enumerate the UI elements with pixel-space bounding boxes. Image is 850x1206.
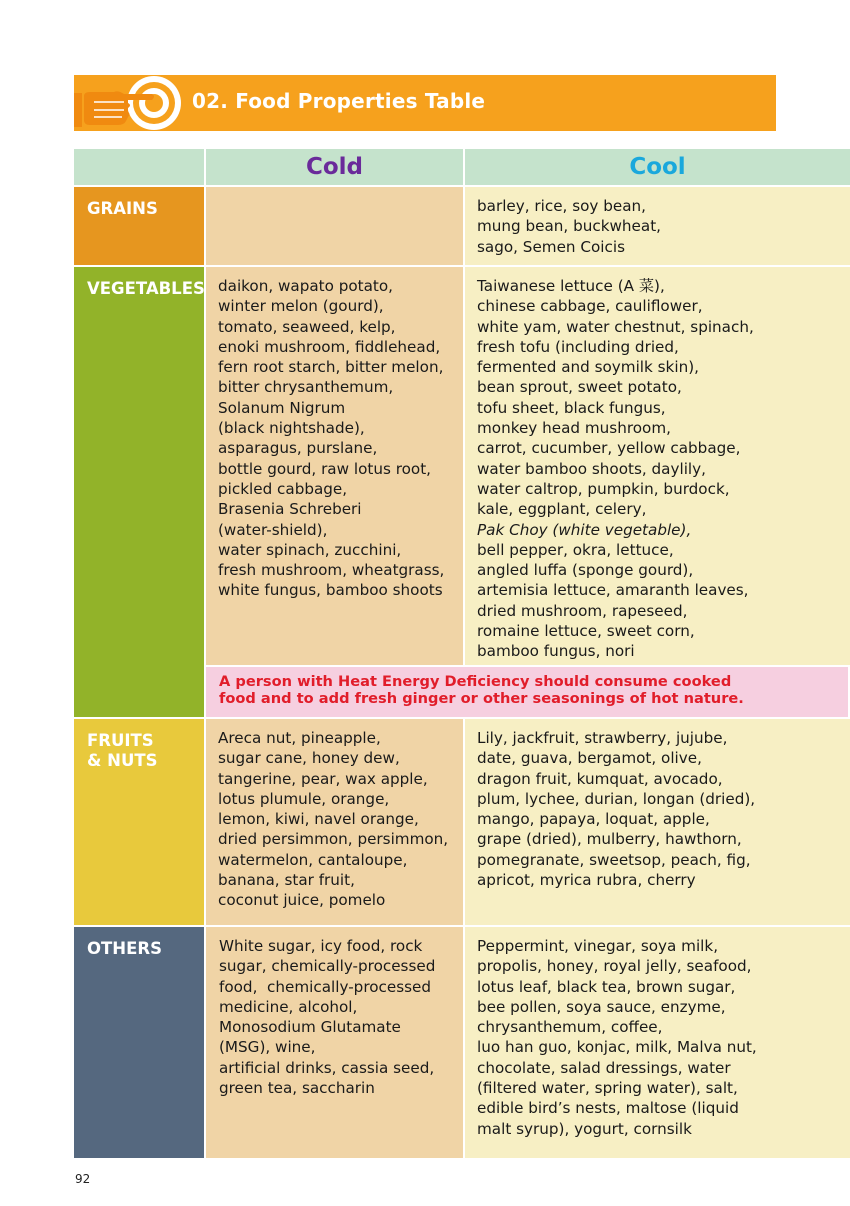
list-line: malt syrup), yogurt, cornsilk: [477, 1119, 692, 1138]
list-line: tangerine, pear, wax apple,: [218, 769, 428, 788]
list-line: (water-shield),: [218, 520, 328, 539]
vegetables-cold-cell: [206, 267, 463, 665]
grains-cold-cell: [206, 187, 463, 265]
list-line: banana, star fruit,: [218, 871, 355, 890]
list-line: Brasenia Schreberi: [218, 500, 362, 519]
list-line: fermented and soymilk skin),: [477, 358, 699, 377]
list-line: grape (dried), mulberry, hawthorn,: [477, 830, 742, 849]
list-line: pickled cabbage,: [218, 479, 348, 498]
list-line: Peppermint, vinegar, soya milk,: [477, 937, 719, 955]
list-line: kale, eggplant, celery,: [477, 500, 647, 519]
list-line: propolis, honey, royal jelly, seafood,: [477, 957, 752, 976]
list-line: (filtered water, spring water), salt,: [477, 1079, 738, 1098]
list-line: bee pollen, soya sauce, enzyme,: [477, 997, 726, 1016]
list-line: sago, Semen Coicis: [477, 237, 625, 256]
list-line: Pak Choy (white vegetable),: [477, 520, 692, 539]
list-line: lemon, kiwi, navel orange,: [218, 810, 419, 829]
list-line: barley, rice, soy bean,: [477, 197, 646, 215]
list-line: coconut juice, pomelo: [218, 891, 386, 910]
section-title: 02. Food Properties Table: [192, 89, 486, 113]
list-line: white yam, water chestnut, spinach,: [477, 317, 754, 336]
list-line: Monosodium Glutamate: [219, 1018, 401, 1037]
list-line: chocolate, salad dressings, water: [477, 1058, 731, 1077]
note-line: food and to add fresh ginger or other seasonings of hot nature.: [219, 689, 744, 707]
list-line: mango, papaya, loquat, apple,: [477, 810, 710, 829]
list-line: white fungus, bamboo shoots: [218, 581, 443, 600]
fruits-cold-cell: [206, 719, 463, 925]
note-line: A person with Heat Energy Deficiency should consume cooked: [219, 673, 732, 690]
list-line: enoki mushroom, fiddlehead,: [218, 337, 441, 356]
list-line: (black nightshade),: [218, 419, 365, 438]
list-line: romaine lettuce, sweet corn,: [477, 622, 695, 641]
list-line: Taiwanese lettuce (A 菜),: [477, 277, 665, 295]
list-line: bottle gourd, raw lotus root,: [218, 459, 431, 478]
fruits-cool-cell: [465, 719, 850, 925]
page-number: 92: [75, 1172, 91, 1186]
list-line: Areca nut, pineapple,: [218, 729, 381, 747]
list-line: luo han guo, konjac, milk, Malva nut,: [477, 1038, 757, 1057]
category-fruits-nuts: FRUITS & NUTS: [74, 719, 204, 925]
list-line: water bamboo shoots, daylily,: [477, 459, 706, 478]
list-line: sugar cane, honey dew,: [218, 749, 400, 768]
list-line: sugar, chemically-processed: [219, 957, 436, 976]
list-line: bamboo fungus, nori: [477, 642, 635, 661]
list-line: fresh mushroom, wheatgrass,: [218, 561, 445, 580]
heat-deficiency-note: [206, 667, 848, 717]
list-line: fern root starch, bitter melon,: [218, 358, 444, 377]
list-line: edible bird’s nests, maltose (liquid: [477, 1099, 739, 1118]
category-vegetables: VEGETABLES: [74, 267, 204, 717]
list-line: lotus plumule, orange,: [218, 789, 390, 808]
list-line: lotus leaf, black tea, brown sugar,: [477, 977, 736, 996]
category-others: OTHERS: [74, 927, 204, 1158]
header-category-blank: [74, 149, 204, 185]
list-line: plum, lychee, durian, longan (dried),: [477, 789, 756, 808]
list-line: bitter chrysanthemum,: [218, 378, 394, 397]
list-line: food, chemically-processed: [219, 977, 432, 996]
list-line: artemisia lettuce, amaranth leaves,: [477, 581, 749, 600]
list-line: winter melon (gourd),: [218, 297, 384, 316]
list-line: daikon, wapato potato,: [218, 277, 394, 295]
list-line: tomato, seaweed, kelp,: [218, 317, 396, 336]
list-line: apricot, myrica rubra, cherry: [477, 871, 696, 890]
list-line: chrysanthemum, coffee,: [477, 1018, 663, 1037]
list-line: bell pepper, okra, lettuce,: [477, 540, 674, 559]
list-line: angled luffa (sponge gourd),: [477, 561, 694, 580]
list-line: medicine, alcohol,: [219, 997, 358, 1016]
list-line: dried mushroom, rapeseed,: [477, 601, 688, 620]
category-grains: GRAINS: [74, 187, 204, 265]
list-line: date, guava, bergamot, olive,: [477, 749, 702, 768]
list-line: Lily, jackfruit, strawberry, jujube,: [477, 729, 728, 747]
list-line: water caltrop, pumpkin, burdock,: [477, 479, 730, 498]
column-header-cold: Cold: [206, 149, 463, 185]
list-line: bean sprout, sweet potato,: [477, 378, 682, 397]
list-line: White sugar, icy food, rock: [219, 937, 423, 955]
column-header-cool: Cool: [465, 149, 850, 185]
grains-cool-cell: [465, 187, 850, 265]
list-line: green tea, saccharin: [219, 1079, 375, 1098]
list-line: tofu sheet, black fungus,: [477, 398, 666, 417]
list-line: dried persimmon, persimmon,: [218, 830, 449, 849]
list-line: carrot, cucumber, yellow cabbage,: [477, 439, 741, 458]
list-line: dragon fruit, kumquat, avocado,: [477, 769, 723, 788]
list-line: water spinach, zucchini,: [218, 540, 402, 559]
list-line: monkey head mushroom,: [477, 419, 671, 438]
list-line: (MSG), wine,: [219, 1038, 316, 1057]
list-line: asparagus, purslane,: [218, 439, 378, 458]
others-cold-cell: [206, 927, 463, 1158]
list-line: chinese cabbage, cauliflower,: [477, 297, 703, 316]
list-line: fresh tofu (including dried,: [477, 337, 679, 356]
pointing-hand-target-icon: [74, 72, 184, 134]
others-cool-cell: [465, 927, 850, 1158]
vegetables-cool-cell: [465, 267, 850, 665]
list-line: mung bean, buckwheat,: [477, 217, 661, 236]
list-line: pomegranate, sweetsop, peach, fig,: [477, 850, 751, 869]
list-line: Solanum Nigrum: [218, 398, 346, 417]
list-line: watermelon, cantaloupe,: [218, 850, 408, 869]
list-line: artificial drinks, cassia seed,: [219, 1058, 435, 1077]
